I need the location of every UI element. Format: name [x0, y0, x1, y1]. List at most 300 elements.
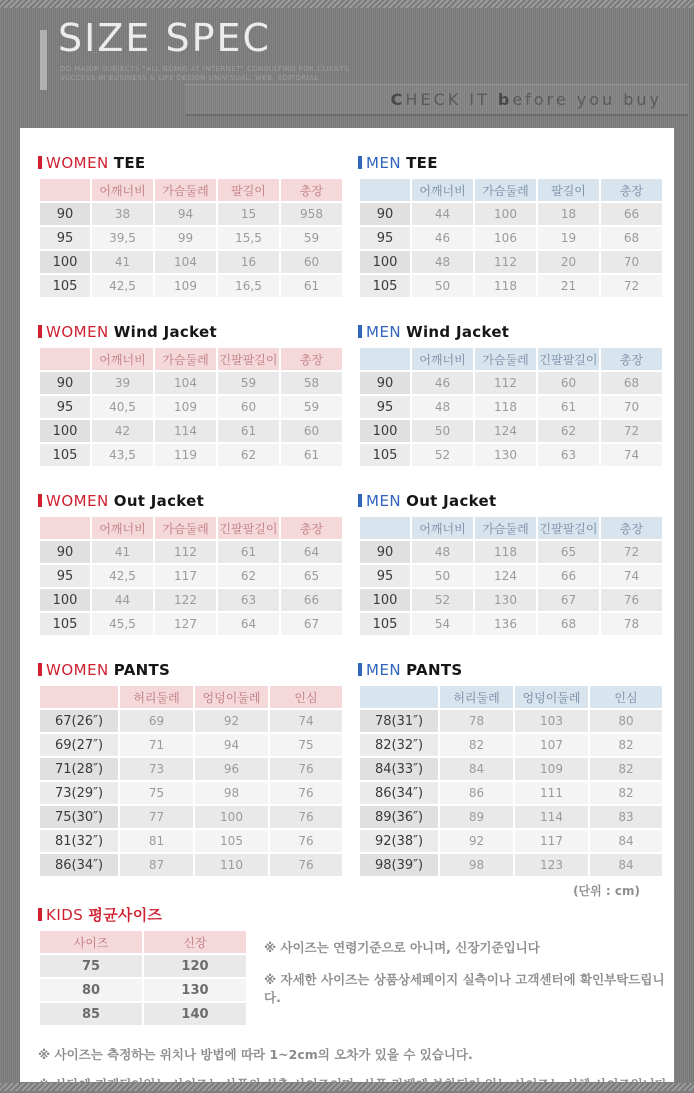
- value-cell: 50: [411, 419, 474, 443]
- value-cell: 50: [411, 274, 474, 298]
- header-cell: 어깨너비: [411, 516, 474, 540]
- value-cell: 67: [280, 612, 343, 636]
- value-cell: 80: [589, 709, 663, 733]
- value-cell: 64: [280, 540, 343, 564]
- value-cell: 69: [119, 709, 194, 733]
- value-cell: 103: [514, 709, 589, 733]
- size-cell: 95: [39, 395, 91, 419]
- value-cell: 82: [589, 757, 663, 781]
- tagline-panel: [185, 84, 688, 116]
- value-cell: 112: [474, 371, 537, 395]
- size-cell: 67(26″): [39, 709, 119, 733]
- section-kids: [38, 906, 248, 1027]
- value-cell: 100: [474, 202, 537, 226]
- section-men-tee: [358, 154, 662, 299]
- value-cell: 107: [514, 733, 589, 757]
- title-accent-bar: [358, 156, 362, 169]
- size-cell: 90: [359, 371, 411, 395]
- kids-notes: [264, 906, 674, 1027]
- value-cell: 84: [589, 829, 663, 853]
- section-men-pants: [358, 661, 662, 878]
- value-cell: 75: [269, 733, 343, 757]
- value-cell: 16,5: [217, 274, 280, 298]
- tagline-seg4: efore you buy: [512, 90, 662, 109]
- header-cell: 팔길이: [537, 178, 600, 202]
- table-row: [359, 443, 663, 467]
- value-cell: 110: [194, 853, 269, 877]
- table-row: [39, 805, 343, 829]
- value-cell: 20: [537, 250, 600, 274]
- section-title-women-pants: [38, 661, 342, 678]
- header-cell: 어깨너비: [411, 347, 474, 371]
- table-row: [359, 588, 663, 612]
- table-men-tee: [358, 177, 664, 299]
- value-cell: 74: [600, 564, 663, 588]
- value-cell: 39: [91, 371, 154, 395]
- table-row: [39, 978, 247, 1002]
- table-row: [39, 395, 343, 419]
- value-cell: 48: [411, 250, 474, 274]
- table-row: [39, 781, 343, 805]
- title-item-label: Wind Jacket: [113, 322, 217, 341]
- section-women-tee: [38, 154, 342, 299]
- value-cell: 18: [537, 202, 600, 226]
- header-cell: 긴팔팔길이: [217, 347, 280, 371]
- value-cell: 41: [91, 250, 154, 274]
- section-title-men-pants: [358, 661, 662, 678]
- value-cell: 94: [154, 202, 217, 226]
- value-cell: 109: [514, 757, 589, 781]
- title-item-label: Out Jacket: [113, 491, 205, 510]
- header-cell-empty: [359, 347, 411, 371]
- value-cell: 76: [269, 853, 343, 877]
- value-cell: 117: [154, 564, 217, 588]
- value-cell: 52: [411, 443, 474, 467]
- value-cell: 112: [474, 250, 537, 274]
- size-cell: 100: [359, 588, 411, 612]
- title-category-label: KIDS: [46, 905, 84, 924]
- title-item-label: 평균사이즈: [88, 906, 163, 924]
- value-cell: 46: [411, 226, 474, 250]
- title-item-label: Out Jacket: [406, 491, 497, 510]
- value-cell: 87: [119, 853, 194, 877]
- value-cell: 77: [119, 805, 194, 829]
- value-cell: 67: [537, 588, 600, 612]
- kids-section-host: [38, 906, 248, 1027]
- size-cell: 75(30″): [39, 805, 119, 829]
- size-cell: 95: [359, 564, 411, 588]
- value-cell: 98: [439, 853, 514, 877]
- value-cell: 75: [119, 781, 194, 805]
- value-cell: 123: [514, 853, 589, 877]
- size-cell: 69(27″): [39, 733, 119, 757]
- header-cell: 총장: [600, 516, 663, 540]
- size-cell: 105: [39, 443, 91, 467]
- value-cell: 99: [154, 226, 217, 250]
- value-cell: 109: [154, 274, 217, 298]
- table-row: [359, 202, 663, 226]
- size-cell: 86(34″): [39, 853, 119, 877]
- size-cell: 92(38″): [359, 829, 439, 853]
- value-cell: 19: [537, 226, 600, 250]
- value-cell: 50: [411, 564, 474, 588]
- size-cell: 89(36″): [359, 805, 439, 829]
- value-cell: 60: [537, 371, 600, 395]
- value-cell: 54: [411, 612, 474, 636]
- header-cell: 팔길이: [217, 178, 280, 202]
- title-item-label: PANTS: [113, 660, 171, 679]
- header-subtitle-line1: DO MAJOR SUBJECTS "ALL GOING AT INTERNET" CONSULTING FOR CLIENTS: [60, 65, 350, 73]
- value-cell: 82: [589, 781, 663, 805]
- title-category-label: MEN: [366, 322, 402, 341]
- header-cell: 가슴둘레: [154, 516, 217, 540]
- table-women-pants: [38, 684, 344, 878]
- value-cell: 80: [39, 978, 143, 1002]
- tagline-seg1: C: [390, 90, 406, 109]
- value-cell: 59: [280, 395, 343, 419]
- value-cell: 61: [217, 419, 280, 443]
- header-cell: 가슴둘레: [154, 347, 217, 371]
- table-row: [39, 954, 247, 978]
- value-cell: 44: [411, 202, 474, 226]
- value-cell: 114: [154, 419, 217, 443]
- section-men-wind-jacket: [358, 323, 662, 468]
- table-row: [39, 202, 343, 226]
- size-cell: 90: [39, 202, 91, 226]
- table-row: [359, 757, 663, 781]
- table-row: [359, 564, 663, 588]
- value-cell: 76: [269, 805, 343, 829]
- header-cell: 총장: [280, 347, 343, 371]
- table-men-pants: [358, 684, 664, 878]
- value-cell: 86: [439, 781, 514, 805]
- value-cell: 114: [514, 805, 589, 829]
- title-item-label: TEE: [113, 153, 146, 172]
- table-row: [359, 612, 663, 636]
- value-cell: 82: [439, 733, 514, 757]
- header-cell: 어깨너비: [91, 516, 154, 540]
- value-cell: 15: [217, 202, 280, 226]
- size-cell: 86(34″): [359, 781, 439, 805]
- value-cell: 96: [194, 757, 269, 781]
- value-cell: 39,5: [91, 226, 154, 250]
- bottom-border-stripe: [0, 1083, 694, 1091]
- table-row: [359, 540, 663, 564]
- header-cell: 어깨너비: [91, 178, 154, 202]
- table-row: [359, 853, 663, 877]
- unit-note: (단위 : cm): [573, 884, 640, 898]
- page-title: SIZE SPEC: [58, 16, 272, 60]
- value-cell: 105: [194, 829, 269, 853]
- header-cell: 총장: [280, 178, 343, 202]
- note-kids-1: ※ 사이즈는 연령기준으로 아니며, 신장기준입니다: [264, 940, 540, 955]
- value-cell: 130: [143, 978, 247, 1002]
- value-cell: 74: [600, 443, 663, 467]
- value-cell: 48: [411, 395, 474, 419]
- value-cell: 89: [439, 805, 514, 829]
- value-cell: 104: [154, 250, 217, 274]
- table-women-wind-jacket: [38, 346, 344, 468]
- size-cell: 105: [39, 274, 91, 298]
- value-cell: 16: [217, 250, 280, 274]
- value-cell: 140: [143, 1002, 247, 1026]
- table-row: [39, 419, 343, 443]
- header-cell: 총장: [280, 516, 343, 540]
- table-header-row: [39, 347, 343, 371]
- table-header-row: [39, 930, 247, 954]
- value-cell: 62: [537, 419, 600, 443]
- value-cell: 66: [600, 202, 663, 226]
- header-cell: 허리둘레: [439, 685, 514, 709]
- value-cell: 120: [143, 954, 247, 978]
- header-cell-empty: [359, 685, 439, 709]
- value-cell: 72: [600, 274, 663, 298]
- table-row: [359, 709, 663, 733]
- value-cell: 68: [600, 371, 663, 395]
- value-cell: 81: [119, 829, 194, 853]
- value-cell: 66: [537, 564, 600, 588]
- value-cell: 52: [411, 588, 474, 612]
- value-cell: 62: [217, 443, 280, 467]
- header-cell-empty: [39, 347, 91, 371]
- size-cell: 90: [359, 540, 411, 564]
- table-row: [359, 805, 663, 829]
- section-title-men-out-jacket: [358, 492, 662, 509]
- value-cell: 61: [537, 395, 600, 419]
- value-cell: 63: [537, 443, 600, 467]
- header-cell: 가슴둘레: [474, 347, 537, 371]
- size-cell: 100: [359, 419, 411, 443]
- value-cell: 98: [194, 781, 269, 805]
- size-cell: 95: [39, 564, 91, 588]
- title-category-label: MEN: [366, 153, 402, 172]
- size-cell: 100: [39, 250, 91, 274]
- value-cell: 124: [474, 564, 537, 588]
- size-cell: 105: [359, 612, 411, 636]
- title-accent-bar: [358, 325, 362, 338]
- size-cell: 100: [359, 250, 411, 274]
- size-cell: 100: [39, 419, 91, 443]
- title-item-label: Wind Jacket: [406, 322, 510, 341]
- header-cell: 신장: [143, 930, 247, 954]
- header-cell: 가슴둘레: [474, 178, 537, 202]
- title-accent-bar: [38, 908, 42, 921]
- header-subtitle: [60, 65, 349, 83]
- header-cell: 총장: [600, 178, 663, 202]
- section-women-out-jacket: [38, 492, 342, 637]
- value-cell: 68: [600, 226, 663, 250]
- table-row: [39, 226, 343, 250]
- table-kids: [38, 929, 248, 1027]
- value-cell: 118: [474, 395, 537, 419]
- value-cell: 70: [600, 250, 663, 274]
- value-cell: 42,5: [91, 274, 154, 298]
- size-cell: 82(32″): [359, 733, 439, 757]
- value-cell: 109: [154, 395, 217, 419]
- value-cell: 60: [217, 395, 280, 419]
- kids-row: [20, 906, 674, 1027]
- header-cell: 긴팔팔길이: [537, 516, 600, 540]
- value-cell: 119: [154, 443, 217, 467]
- value-cell: 94: [194, 733, 269, 757]
- size-cell: 90: [39, 371, 91, 395]
- value-cell: 76: [269, 781, 343, 805]
- table-row: [39, 829, 343, 853]
- header-accent-bar: [40, 30, 47, 90]
- value-cell: 73: [119, 757, 194, 781]
- table-women-out-jacket: [38, 515, 344, 637]
- title-accent-bar: [358, 494, 362, 507]
- size-cell: 78(31″): [359, 709, 439, 733]
- table-header-row: [39, 178, 343, 202]
- value-cell: 40,5: [91, 395, 154, 419]
- value-cell: 60: [280, 250, 343, 274]
- header-cell: 어깨너비: [411, 178, 474, 202]
- value-cell: 44: [91, 588, 154, 612]
- value-cell: 83: [589, 805, 663, 829]
- table-row: [359, 250, 663, 274]
- header-cell: 허리둘레: [119, 685, 194, 709]
- note-kids-2: ※ 자세한 사이즈는 상품상세페이지 실측이나 고객센터에 확인부탁드립니다.: [264, 972, 665, 1005]
- table-row: [359, 395, 663, 419]
- header-cell: 어깨너비: [91, 347, 154, 371]
- value-cell: 130: [474, 443, 537, 467]
- section-women-pants: [38, 661, 342, 878]
- header-cell: 인심: [589, 685, 663, 709]
- header-cell: 인심: [269, 685, 343, 709]
- value-cell: 60: [280, 419, 343, 443]
- table-row: [359, 781, 663, 805]
- size-cell: 98(39″): [359, 853, 439, 877]
- header-cell: 가슴둘레: [154, 178, 217, 202]
- value-cell: 61: [280, 274, 343, 298]
- section-title-women-tee: [38, 154, 342, 171]
- section-title-men-wind-jacket: [358, 323, 662, 340]
- value-cell: 85: [39, 1002, 143, 1026]
- size-cell: 95: [359, 226, 411, 250]
- value-cell: 92: [439, 829, 514, 853]
- title-category-label: WOMEN: [46, 491, 109, 510]
- table-row: [39, 540, 343, 564]
- header-cell-empty: [39, 685, 119, 709]
- value-cell: 111: [514, 781, 589, 805]
- value-cell: 43,5: [91, 443, 154, 467]
- value-cell: 118: [474, 274, 537, 298]
- size-cell: 105: [359, 443, 411, 467]
- value-cell: 958: [280, 202, 343, 226]
- value-cell: 21: [537, 274, 600, 298]
- table-row: [39, 612, 343, 636]
- table-header-row: [359, 347, 663, 371]
- table-row: [39, 443, 343, 467]
- value-cell: 136: [474, 612, 537, 636]
- value-cell: 68: [537, 612, 600, 636]
- table-row: [39, 274, 343, 298]
- value-cell: 64: [217, 612, 280, 636]
- section-men-out-jacket: [358, 492, 662, 637]
- header-cell: 사이즈: [39, 930, 143, 954]
- value-cell: 117: [514, 829, 589, 853]
- table-row: [359, 733, 663, 757]
- table-header-row: [359, 685, 663, 709]
- value-cell: 42,5: [91, 564, 154, 588]
- table-header-row: [359, 178, 663, 202]
- content-panel: [20, 128, 674, 1082]
- table-row: [39, 1002, 247, 1026]
- table-row: [359, 226, 663, 250]
- value-cell: 78: [439, 709, 514, 733]
- table-row: [39, 371, 343, 395]
- table-men-out-jacket: [358, 515, 664, 637]
- table-row: [39, 733, 343, 757]
- table-row: [39, 853, 343, 877]
- table-row: [359, 274, 663, 298]
- table-row: [39, 588, 343, 612]
- value-cell: 61: [280, 443, 343, 467]
- value-cell: 78: [600, 612, 663, 636]
- value-cell: 76: [600, 588, 663, 612]
- size-cell: 100: [39, 588, 91, 612]
- table-row: [39, 757, 343, 781]
- title-category-label: MEN: [366, 491, 402, 510]
- size-cell: 73(29″): [39, 781, 119, 805]
- size-tables-grid: [20, 128, 674, 878]
- header-subtitle-line2: SUCCESS IN BUSINESS & LIFE DESIGN UNIVISUAL, WEB, EDITORIAL: [60, 74, 319, 82]
- value-cell: 75: [39, 954, 143, 978]
- header-cell-empty: [39, 516, 91, 540]
- section-title-men-tee: [358, 154, 662, 171]
- value-cell: 76: [269, 757, 343, 781]
- table-header-row: [359, 516, 663, 540]
- title-accent-bar: [358, 663, 362, 676]
- size-cell: 84(33″): [359, 757, 439, 781]
- title-category-label: WOMEN: [46, 153, 109, 172]
- value-cell: 70: [600, 395, 663, 419]
- value-cell: 92: [194, 709, 269, 733]
- size-cell: 95: [359, 395, 411, 419]
- size-cell: 95: [39, 226, 91, 250]
- title-category-label: WOMEN: [46, 322, 109, 341]
- value-cell: 65: [280, 564, 343, 588]
- value-cell: 15,5: [217, 226, 280, 250]
- section-title-women-out-jacket: [38, 492, 342, 509]
- header-cell: 가슴둘레: [474, 516, 537, 540]
- value-cell: 48: [411, 540, 474, 564]
- section-women-wind-jacket: [38, 323, 342, 468]
- value-cell: 45,5: [91, 612, 154, 636]
- value-cell: 58: [280, 371, 343, 395]
- value-cell: 72: [600, 540, 663, 564]
- table-row: [359, 829, 663, 853]
- value-cell: 106: [474, 226, 537, 250]
- title-accent-bar: [38, 494, 42, 507]
- value-cell: 74: [269, 709, 343, 733]
- size-cell: 90: [39, 540, 91, 564]
- table-row: [359, 419, 663, 443]
- value-cell: 122: [154, 588, 217, 612]
- value-cell: 100: [194, 805, 269, 829]
- value-cell: 59: [217, 371, 280, 395]
- table-row: [359, 371, 663, 395]
- title-accent-bar: [38, 325, 42, 338]
- value-cell: 76: [269, 829, 343, 853]
- value-cell: 84: [439, 757, 514, 781]
- top-border-stripe: [0, 0, 694, 8]
- section-title-women-wind-jacket: [38, 323, 342, 340]
- value-cell: 59: [280, 226, 343, 250]
- tagline-text: [391, 90, 662, 109]
- title-category-label: WOMEN: [46, 660, 109, 679]
